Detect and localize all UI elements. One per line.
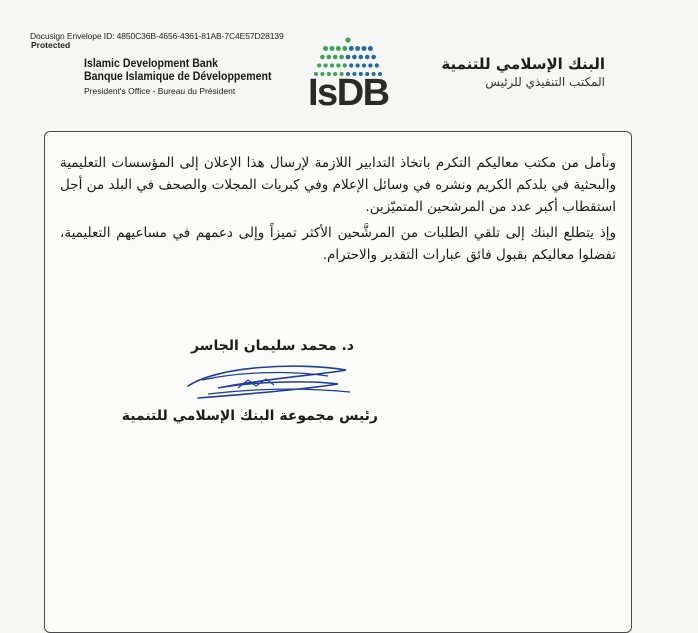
signatory-name: د. محمد سليمان الجاسر: [190, 338, 354, 354]
logo-wordmark: IsDB: [308, 72, 389, 114]
letter-body: [60, 152, 616, 270]
logo-dot-16: [365, 55, 370, 60]
paragraph-request: ونأمل من مكتب معاليكم التكرم باتخاذ التدابير اللازمة لإرسال هذا الإعلان إلى المؤسسات التعليمية والبحثية في بلدكم الكريم ونشره في وسائل الإعلام وفي كبريات المجلات والصحف في البلد من أجل استقطاب أكبر عدد من المرشحين المتميّزين.: [60, 155, 616, 215]
logo-dot-0: [345, 37, 350, 42]
logo-dot-13: [346, 55, 351, 60]
org-name-fr: Banque Islamique de Développement: [84, 71, 272, 83]
logo-dot-4: [342, 46, 347, 51]
logo-dot-27: [375, 63, 379, 67]
paragraph-closing: وإذ يتطلع البنك إلى تلقي الطلبات من المرشَّحين الأكثر تميزاً وإلى دعمهم في مساعيهم التعليمية، تفضلوا معاليكم بقبول فائق عبارات التقدير والاحترام.: [60, 225, 616, 263]
office-name: President's Office - Bureau du Président: [84, 86, 236, 96]
logo-dot-22: [343, 63, 347, 67]
logo-dot-25: [362, 63, 366, 67]
org-name-ar: البنك الإسلامي للتنمية: [441, 55, 605, 73]
logo-dot-17: [371, 55, 376, 60]
logo-dot-23: [349, 63, 353, 67]
logo-dot-20: [330, 63, 334, 67]
logo-dot-10: [327, 55, 332, 60]
logo-dot-18: [317, 63, 321, 67]
org-name-arabic-block: [441, 54, 605, 91]
classification-label: Protected: [31, 40, 71, 50]
org-name-english-block: [84, 58, 288, 98]
docusign-envelope-id: Docusign Envelope ID: 4850C36B-4656-4361-81AB-7C4E57D28139: [30, 31, 284, 41]
logo-dot-26: [368, 63, 372, 67]
logo-dot-21: [336, 63, 340, 67]
signature-icon: [178, 358, 358, 404]
logo-dot-5: [349, 46, 354, 51]
office-name-ar: المكتب التنفيذي للرئيس: [485, 75, 605, 89]
logo-dot-14: [352, 55, 357, 60]
logo-dot-8: [368, 46, 373, 51]
logo-dot-15: [359, 55, 364, 60]
logo-dot-11: [333, 55, 338, 60]
logo-dot-1: [323, 46, 328, 51]
logo-dot-24: [355, 63, 359, 67]
logo-dot-19: [323, 63, 327, 67]
logo-dot-7: [362, 46, 367, 51]
org-name-en: Islamic Development Bank: [84, 58, 219, 70]
logo-dot-3: [336, 46, 341, 51]
signatory-title: رئيس مجموعة البنك الإسلامي للتنمية: [121, 408, 378, 424]
logo-dot-6: [355, 46, 360, 51]
logo-dot-2: [330, 46, 335, 51]
logo-dot-9: [320, 55, 325, 60]
logo-dot-12: [339, 55, 344, 60]
